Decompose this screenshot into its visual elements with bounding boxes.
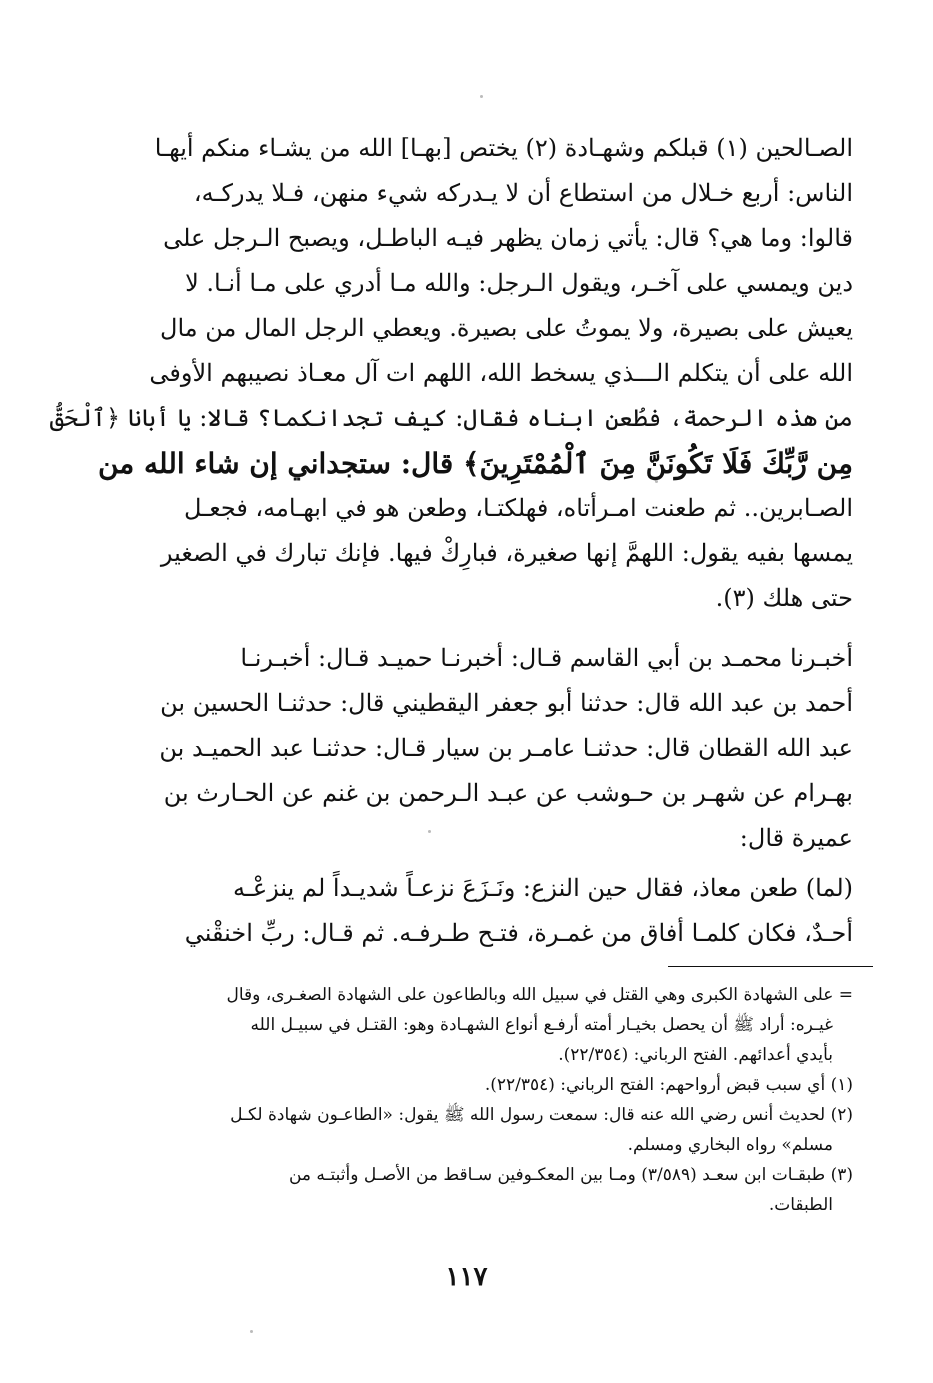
text-line: يمسها بفيه يقول: اللهمَّ إنها صغيرة، فبارِكْ فيها. فإنك تبارك في الصغير: [160, 539, 853, 567]
scan-speck: [655, 480, 658, 483]
scan-speck: [480, 95, 483, 98]
text-line: الصـالحين (١) قبلكم وشهـادة (٢) يختص [بهـا] الله من يشـاء منكم أيهـا: [154, 134, 853, 162]
text-line: أحـدٌ، فكان كلمـا أفاق من غمـرة، فتـح طـرفـه. ثم قـال: ربِّ اخنقْني: [184, 919, 853, 947]
text-line: عبد الله القطان قال: حدثنـا عامـر بن سيار قـال: حدثنـا عبد الحميـد بن: [159, 734, 853, 762]
footnote-2-continuation: مسلم» رواه البخاري ومسلم.: [627, 1135, 833, 1155]
footnote-3: (٣) طبقـات ابن سعـد (٣/٥٨٩) ومـا بين المعكـوفين سـاقط من الأصـل وأثبتـه من: [288, 1165, 853, 1185]
text-line: الله على أن يتكلم الـــذي يسخط الله، اللهم ات آل معـاذ نصيبهم الأوفى: [149, 359, 853, 387]
footnotes-section: [133, 980, 853, 1220]
text-line: من هذه الرحمة، فطُعن ابناه فقال: كيف تجدانكما؟ قالا: يا أبانا ﴿ٱلْحَقُّ: [49, 404, 853, 432]
text-line: أخبـرنا محمـد بن أبي القاسم قـال: أخبرنـا حميـد قـال: أخبـرنـا: [240, 644, 853, 672]
scan-speck: [250, 1330, 253, 1333]
text-line: الناس: أربع خـلال من استطاع أن لا يـدركه شيء منهن، فـلا يدركـه،: [193, 179, 853, 207]
text-line: قالوا: وما هي؟ قال: يأتي زمان يظهر فيـه الباطـل، ويصبح الـرجل على: [163, 224, 853, 252]
main-paragraph-1: [49, 126, 853, 621]
footnote-divider: [668, 966, 873, 967]
text-line: الصـابرين.. ثم طعنت امـرأتاه، فهلكتـا، وطعن هو في ابهـامه، فجعـل: [184, 494, 853, 522]
text-line: حتى هلك (٣).: [715, 584, 853, 612]
text-line: دين ويمسي على آخـر، ويقول الـرجل: والله مـا أدري على مـا أنـا. لا: [185, 269, 853, 297]
footnote-3-continuation: الطبقات.: [768, 1195, 833, 1215]
footnote-continuation-line: غيـره: أراد ﷺ أن يحصل بخيـار أمته أرفـع أنواع الشهـادة وهو: القتـل في سبيـل الله: [250, 1015, 833, 1035]
footnote-continuation-line: بأيدي أعدائهم. الفتح الرباني: (٢٢/٣٥٤).: [558, 1045, 833, 1065]
quran-verse-line: مِن رَّبِّكَ فَلَا تَكُونَنَّ مِنَ ٱلْمُمْتَرِينَ﴾ قال: ستجداني إن شاء الله من: [97, 447, 853, 480]
footnote-continuation-line: = على الشهادة الكبرى وهي القتل في سبيل الله وبالطاعون على الشهادة الصغـرى، وقال: [226, 985, 853, 1005]
text-line: عميرة قال:: [739, 824, 853, 852]
page-number: ١١٧: [445, 1262, 488, 1292]
main-paragraph-2: [133, 636, 853, 861]
text-line: يعيش على بصيرة، ولا يموتُ على بصيرة. ويعطي الرجل المال من مال: [160, 314, 853, 342]
text-line: أحمد بن عبد الله قال: حدثنا أبو جعفر اليقطيني قال: حدثنـا الحسين بن: [160, 689, 853, 717]
footnote-2: (٢) لحديث أنس رضي الله عنه قال: سمعت رسول الله ﷺ يقول: «الطاعـون شهادة لكـل: [230, 1105, 853, 1125]
main-paragraph-3: [133, 866, 853, 956]
footnote-1: (١) أي سبب قبض أرواحهم: الفتح الرباني: (٢٢/٣٥٤).: [484, 1075, 853, 1095]
scan-speck: [428, 830, 431, 833]
text-line: (لما) طعن معاذ، فقال حين النزع: ونَـزَعَ نزعـاً شديـداً لم ينزعْـه: [232, 874, 853, 902]
text-line: بهـرام عن شهـر بن حـوشب عن عبـد الـرحمن بن غنم عن الحـارث بن: [163, 779, 853, 807]
